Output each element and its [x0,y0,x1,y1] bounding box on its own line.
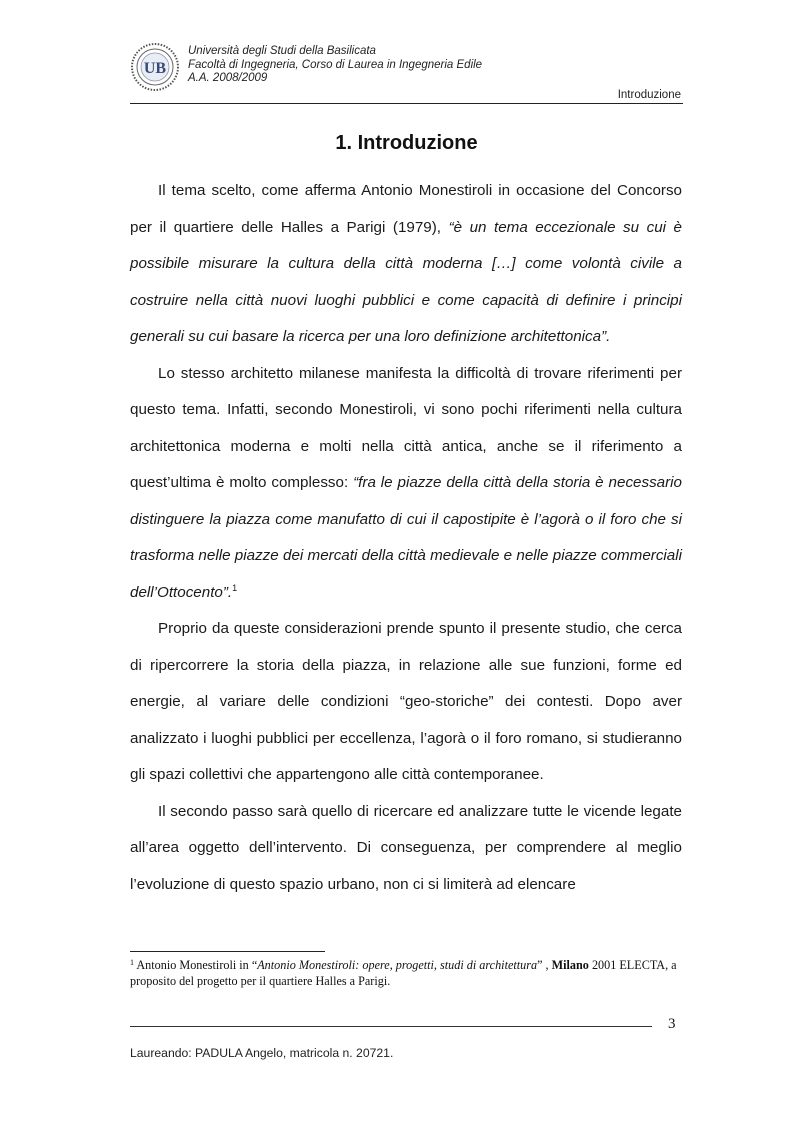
header-section-title: Introduzione [617,89,681,101]
header-faculty: Facoltà di Ingegneria, Corso di Laurea in Ingegneria Edile [188,58,483,71]
body-text [130,173,682,903]
university-logo [130,42,180,92]
footnote-text-b: ” , [537,958,552,972]
footnote-divider [130,951,325,952]
header-divider [130,103,683,104]
footer-student: Laureando: PADULA Angelo, matricola n. 20721. [130,1046,394,1060]
paragraph-1-text: Il tema scelto, come afferma Antonio Monestiroli in occasione del Concorso per il quartiere delle Halles a Parigi (1979), [130,182,682,236]
header-academic-year: A.A. 2008/2009 [188,72,268,84]
footnote [130,958,683,989]
footnote-text-a: Antonio Monestiroli in “ [136,958,258,972]
paragraph-2-quote: “fra le piazze della città della storia è necessario distinguere la piazza come manufatto di cui il capostipite è l’agorà o il foro che si trasforma nelle piazze dei mercati della città medievale e nelle piazze commerciali dell’Ottocento”. [130,474,682,601]
header-info [188,45,482,86]
paragraph-4: Il secondo passo sarà quello di ricercare ed analizzare tutte le vicende legate all’area oggetto dell’intervento. Di conseguenza, per comprendere al meglio l’evoluzione di questo spazio urbano, non ci si limiterà ad elencare [130,802,682,893]
footer-divider [130,1026,652,1027]
footnote-city: Milano [551,958,589,972]
svg-text:UB: UB [143,60,167,77]
chapter-title: 1. Introduzione [335,132,478,154]
paragraph-3: Proprio da queste considerazioni prende spunto il presente studio, che cerca di ripercorrere la storia della piazza, in relazione alle sue funzioni, forme ed energie, al variare delle condizioni “geo-storiche” dei contesti. Dopo aver analizzato i luoghi pubblici per eccellenza, l’agorà o il foro romano, si studieranno gli spazi collettivi che appartengono alle città contemporanee. [130,620,682,783]
paragraph-2-text: Lo stesso architetto milanese manifesta la difficoltà di trovare riferimenti per questo tema. Infatti, secondo Monestiroli, vi sono pochi riferimenti nella cultura architettonica moderna e molti nella città antica, anche se il riferimento a quest’ultima è molto complesso: [130,364,682,491]
page-number: 3 [668,1016,676,1032]
footnote-text-c: 2001 ELECTA, a proposito del progetto per il quartiere Halles a Parigi. [130,958,677,988]
paragraph-2 [130,356,682,612]
paragraph-1 [130,173,682,356]
footnote-book-title: Antonio Monestiroli: opere, progetti, studi di architettura [257,958,538,972]
header-university: Università degli Studi della Basilicata [188,45,376,57]
paragraph-1-quote: “è un tema eccezionale su cui è possibile misurare la cultura della città moderna […] come volontà civile a costruire nella città nuovi luoghi pubblici e come capacità di definire i principi generali su cui basare la ricerca per una loro definizione architettonica”. [130,218,682,345]
footnote-number: 1 [130,958,134,967]
footnote-reference[interactable]: 1 [232,582,238,593]
